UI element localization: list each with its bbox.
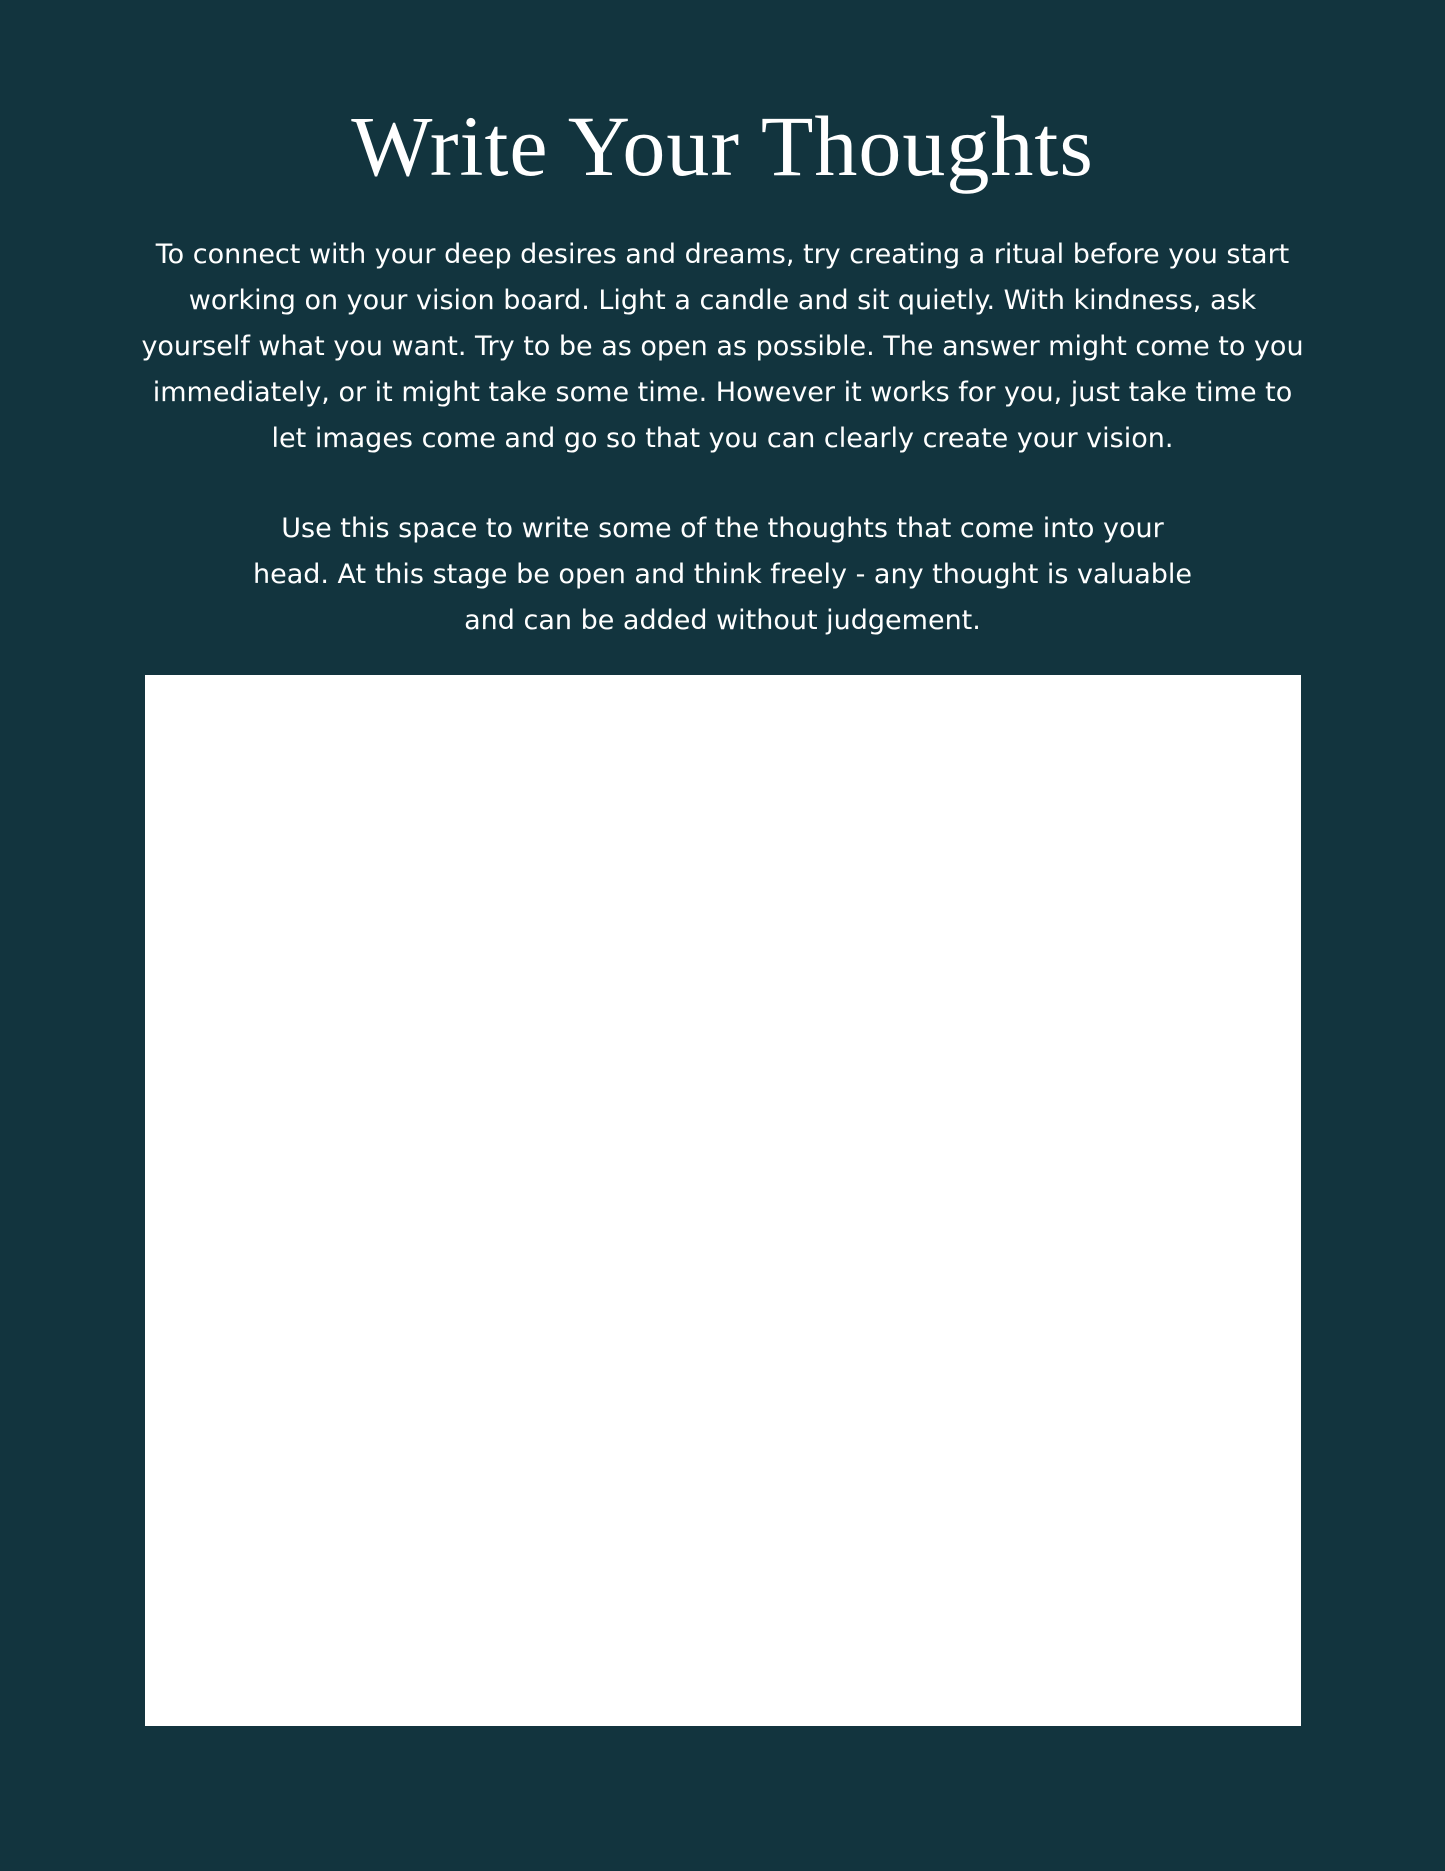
intro-paragraph: To connect with your deep desires and dreams, try creating a ritual before you start working on your vision board. Light a candle and sit quietly. With kindness, ask yourself what you want. Try to be as open as possible. The answer might come to you immediately, or it might take some time. However it works for you, just take time to let images come and go so that you can clearly create your vision. (141, 239, 1304, 454)
thoughts-writing-area[interactable] (145, 675, 1301, 1726)
page-title: Write Your Thoughts (351, 98, 1094, 194)
instructions-paragraph: Use this space to write some of the thoughts that come into your head. At this stage be open and think freely - any thought is valuable and can be added without judgement. (252, 513, 1192, 636)
